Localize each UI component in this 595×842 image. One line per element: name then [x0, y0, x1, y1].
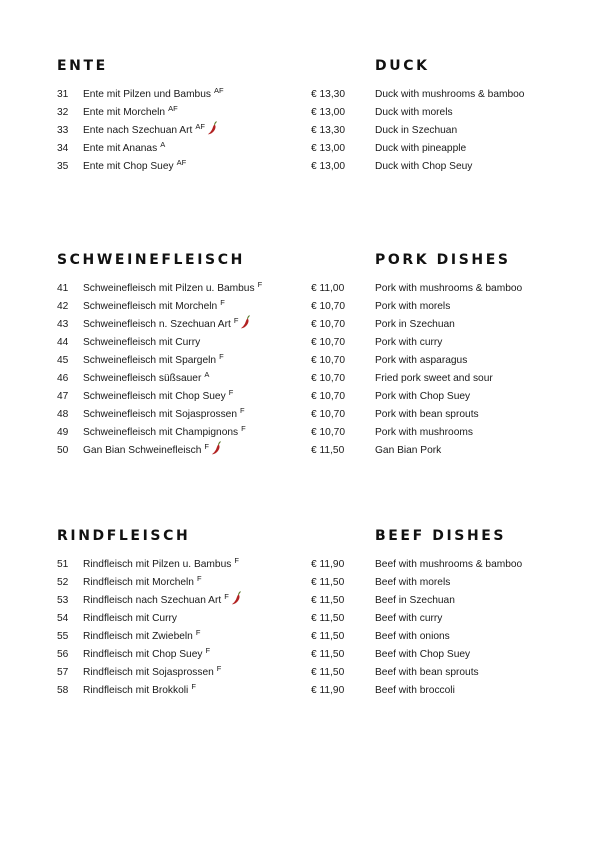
allergen-tag: F [191, 682, 196, 691]
item-name-en: Pork with asparagus [375, 355, 468, 366]
item-name-de-text: Ente mit Morcheln [83, 107, 166, 118]
item-name-en: Duck with Chop Seuy [375, 161, 473, 172]
item-name-en: Beef with broccoli [375, 685, 455, 696]
item-number: 42 [57, 301, 69, 312]
item-price: € 11,50 [311, 595, 345, 606]
item-name-de [83, 388, 233, 406]
allergen-tag: F [240, 406, 245, 415]
item-number: 54 [57, 613, 69, 624]
item-name-de-text: Schweinefleisch mit Champignons [83, 427, 239, 438]
item-name-de-text: Schweinefleisch n. Szechuan Art [83, 319, 231, 330]
menu-item-row [57, 664, 547, 682]
item-name-de-text: Rindfleisch mit Sojasprossen [83, 667, 214, 678]
item-price: € 10,70 [311, 391, 345, 402]
item-price: € 11,90 [311, 559, 345, 570]
allergen-tag: A [160, 140, 166, 149]
item-number: 56 [57, 649, 69, 660]
item-name-de-text: Ente mit Chop Suey [83, 161, 174, 172]
item-name-en: Pork with morels [375, 301, 451, 312]
item-name-de [83, 664, 221, 682]
menu-item-row [57, 352, 547, 370]
section-title-de: RINDFLEISCH [57, 528, 191, 544]
item-name-de [83, 122, 217, 140]
item-number: 51 [57, 559, 69, 570]
item-name-de [83, 86, 224, 104]
allergen-tag: F [234, 556, 239, 565]
item-name-de [83, 682, 196, 700]
allergen-tag: F [216, 664, 222, 673]
allergen-tag: AF [168, 104, 178, 113]
item-price: € 10,70 [311, 427, 345, 438]
item-name-en: Duck with pineapple [375, 143, 467, 154]
menu-item-row [57, 442, 547, 460]
allergen-tag: F [205, 646, 211, 655]
item-number: 32 [57, 107, 69, 118]
menu-rows [57, 556, 547, 700]
item-name-de [83, 406, 245, 424]
item-price: € 10,70 [311, 337, 345, 348]
item-name-de-text: Ente nach Szechuan Art [83, 125, 193, 136]
item-name-de [83, 104, 178, 122]
item-name-en: Beef in Szechuan [375, 595, 455, 606]
menu-item-row [57, 574, 547, 592]
allergen-tag: A [204, 370, 210, 379]
item-price: € 13,30 [311, 125, 345, 136]
allergen-tag: F [196, 574, 202, 583]
menu-item-row [57, 388, 547, 406]
item-name-de [83, 628, 200, 646]
chili-pepper-icon [211, 441, 221, 455]
menu-item-row [57, 298, 547, 316]
item-name-en: Pork with curry [375, 337, 443, 348]
section-title-de: SCHWEINEFLEISCH [57, 252, 245, 268]
menu-item-row [57, 140, 547, 158]
item-price: € 10,70 [311, 409, 345, 420]
item-price: € 10,70 [311, 373, 345, 384]
menu-item-row [57, 316, 547, 334]
item-name-en: Beef with onions [375, 631, 450, 642]
item-name-de-text: Schweinefleisch mit Curry [83, 337, 201, 348]
menu-item-row [57, 424, 547, 442]
chili-pepper-icon [231, 591, 241, 605]
item-name-de-text: Rindfleisch mit Pilzen u. Bambus [83, 559, 232, 570]
item-price: € 11,50 [311, 649, 345, 660]
item-name-en: Beef with curry [375, 613, 443, 624]
menu-item-row [57, 370, 547, 388]
menu-rows [57, 280, 547, 460]
item-name-de [83, 280, 262, 298]
allergen-tag: AF [195, 122, 205, 131]
item-name-de-text: Schweinefleisch süßsauer [83, 373, 202, 384]
item-name-de-text: Schweinefleisch mit Spargeln [83, 355, 217, 366]
allergen-tag: F [195, 628, 201, 637]
item-name-en: Pork with mushrooms [375, 427, 473, 438]
item-name-de-text: Schweinefleisch mit Sojasprossen [83, 409, 238, 420]
item-name-de-text: Rindfleisch mit Brokkoli [83, 685, 189, 696]
chili-pepper-icon [207, 121, 217, 135]
item-name-de-text: Schweinefleisch mit Morcheln [83, 301, 218, 312]
item-price: € 11,90 [311, 685, 345, 696]
allergen-tag: F [224, 592, 229, 601]
allergen-tag: F [241, 424, 246, 433]
item-price: € 11,50 [311, 445, 345, 456]
item-price: € 11,50 [311, 631, 345, 642]
item-price: € 13,00 [311, 107, 345, 118]
menu-item-row [57, 646, 547, 664]
item-name-de [83, 352, 224, 370]
section-title-en: PORK DISHES [375, 252, 511, 268]
menu-item-row [57, 628, 547, 646]
item-name-de [83, 610, 177, 628]
item-name-en: Duck in Szechuan [375, 125, 458, 136]
item-number: 58 [57, 685, 69, 696]
item-name-en: Pork with Chop Suey [375, 391, 471, 402]
item-name-en: Duck with mushrooms & bamboo [375, 89, 525, 100]
allergen-tag: F [220, 298, 225, 307]
item-name-en: Fried pork sweet and sour [375, 373, 493, 384]
menu-item-row [57, 122, 547, 140]
item-name-de-text: Rindfleisch nach Szechuan Art [83, 595, 222, 606]
item-number: 45 [57, 355, 69, 366]
item-number: 41 [57, 283, 69, 294]
allergen-tag: F [257, 280, 263, 289]
allergen-tag: F [204, 442, 209, 451]
item-number: 33 [57, 125, 69, 136]
menu-item-row [57, 592, 547, 610]
allergen-tag: AF [176, 158, 187, 167]
item-name-en: Beef with mushrooms & bamboo [375, 559, 523, 570]
item-number: 48 [57, 409, 69, 420]
item-name-de-text: Rindfleisch mit Morcheln [83, 577, 194, 588]
section-title-de: ENTE [57, 58, 108, 74]
menu-item-row [57, 104, 547, 122]
item-name-de [83, 574, 202, 592]
item-price: € 13,00 [311, 143, 345, 154]
item-number: 50 [57, 445, 69, 456]
item-name-de [83, 442, 221, 460]
item-name-de [83, 316, 250, 334]
item-name-de [83, 140, 165, 158]
item-name-de [83, 334, 200, 352]
item-name-de [83, 592, 241, 610]
item-name-de [83, 424, 246, 442]
item-price: € 10,70 [311, 355, 345, 366]
item-number: 35 [57, 161, 69, 172]
item-name-de-text: Schweinefleisch mit Pilzen u. Bambus [83, 283, 255, 294]
item-number: 31 [57, 89, 69, 100]
item-name-de [83, 370, 209, 388]
item-name-en: Pork in Szechuan [375, 319, 455, 330]
item-name-de [83, 646, 210, 664]
item-name-de [83, 158, 186, 176]
item-name-de-text: Ente mit Ananas [83, 143, 158, 154]
item-name-en: Beef with morels [375, 577, 451, 588]
item-price: € 13,00 [311, 161, 345, 172]
item-price: € 11,50 [311, 667, 345, 678]
item-number: 53 [57, 595, 69, 606]
item-price: € 10,70 [311, 319, 345, 330]
item-name-de-text: Rindfleisch mit Zwiebeln [83, 631, 193, 642]
item-name-de [83, 556, 239, 574]
menu-item-row [57, 280, 547, 298]
item-number: 47 [57, 391, 69, 402]
item-number: 55 [57, 631, 69, 642]
allergen-tag: F [233, 316, 239, 325]
item-name-en: Beef with Chop Suey [375, 649, 471, 660]
item-number: 34 [57, 143, 69, 154]
menu-rows [57, 86, 547, 176]
item-number: 46 [57, 373, 69, 384]
item-name-de-text: Schweinefleisch mit Chop Suey [83, 391, 226, 402]
chili-pepper-icon [240, 315, 250, 329]
allergen-tag: F [228, 388, 234, 397]
item-number: 57 [57, 667, 69, 678]
item-name-en: Pork with mushrooms & bamboo [375, 283, 523, 294]
item-name-de-text: Gan Bian Schweinefleisch [83, 445, 202, 456]
menu-item-row [57, 334, 547, 352]
item-price: € 10,70 [311, 301, 345, 312]
item-price: € 11,00 [311, 283, 345, 294]
item-name-en: Pork with bean sprouts [375, 409, 479, 420]
item-price: € 13,30 [311, 89, 345, 100]
item-name-de-text: Rindfleisch mit Curry [83, 613, 177, 624]
menu-item-row [57, 158, 547, 176]
item-name-en: Gan Bian Pork [375, 445, 442, 456]
menu-item-row [57, 86, 547, 104]
allergen-tag: AF [213, 86, 224, 95]
item-price: € 11,50 [311, 577, 345, 588]
item-name-en: Beef with bean sprouts [375, 667, 479, 678]
menu-item-row [57, 610, 547, 628]
item-number: 43 [57, 319, 69, 330]
item-name-de-text: Ente mit Pilzen und Bambus [83, 89, 211, 100]
item-number: 49 [57, 427, 69, 438]
item-number: 44 [57, 337, 69, 348]
section-title-en: BEEF DISHES [375, 528, 507, 544]
menu-item-row [57, 406, 547, 424]
item-number: 52 [57, 577, 69, 588]
item-name-de-text: Rindfleisch mit Chop Suey [83, 649, 203, 660]
menu-item-row [57, 556, 547, 574]
item-name-de [83, 298, 225, 316]
item-price: € 11,50 [311, 613, 345, 624]
section-title-en: DUCK [375, 58, 430, 74]
allergen-tag: F [219, 352, 224, 361]
menu-item-row [57, 682, 547, 700]
item-name-en: Duck with morels [375, 107, 453, 118]
